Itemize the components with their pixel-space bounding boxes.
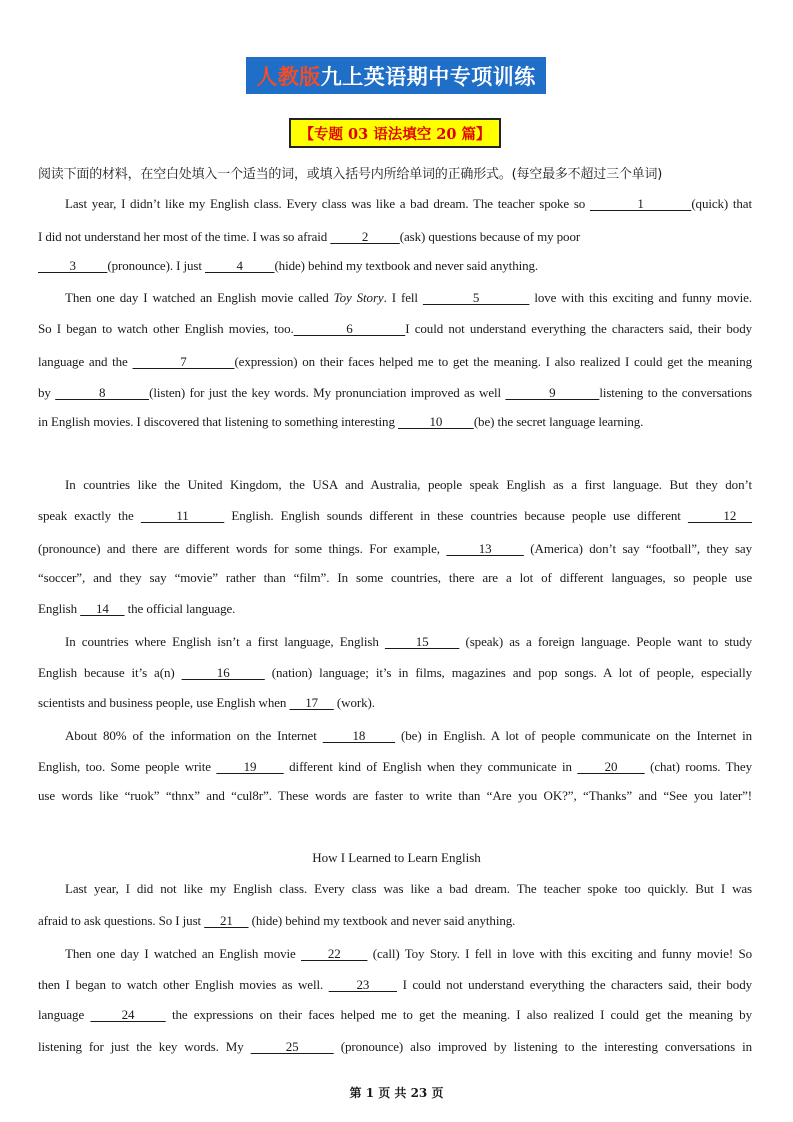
passage-text: by: [38, 385, 56, 400]
blank-field[interactable]: 25: [250, 1039, 334, 1054]
passage-text: (listen) for just the key words. My pronunciation improved as well: [149, 385, 506, 400]
passage-line: [38, 759, 752, 775]
passage-line: [38, 258, 752, 274]
passage-text: Last year, I didn’t like my English class. Every class was like a bad dream. The teacher spoke so: [65, 196, 590, 211]
passage-text: In countries where English isn’t a first language, English: [65, 634, 385, 649]
banner-title: 九上英语期中专项训练: [320, 64, 536, 89]
passage-text: (chat) rooms. They: [644, 759, 752, 774]
passage-text: (pronounce). I just: [107, 258, 206, 273]
passage-text: I could not understand everything the characters said, their body: [397, 977, 752, 992]
passage-text: (work).: [333, 695, 375, 710]
blank-field[interactable]: 19: [216, 759, 284, 774]
blank-field[interactable]: 3: [38, 258, 108, 273]
blank-field[interactable]: 9: [505, 385, 600, 400]
passage-text: English because it’s a(n): [38, 665, 182, 680]
passage-text: So I began to watch other English movies, too.: [38, 321, 294, 336]
passage-line: [65, 634, 752, 650]
blank-field[interactable]: 13: [446, 541, 524, 556]
passage-text: afraid to ask questions. So I just: [38, 913, 205, 928]
passage-text: “soccer”, and they say “movie” rather than “film”. In some countries, there are a lot of different languages, so people use: [38, 570, 752, 585]
passage-line: [65, 728, 752, 744]
instruction-text: 阅读下面的材料，在空白处填入一个适当的词，或填入括号内所给单词的正确形式。(每空最多不超过三个单词): [38, 167, 663, 182]
passage-line: [38, 508, 752, 524]
passage-line: [38, 695, 752, 711]
passage-text: (nation) language; it’s in films, magazines and pop songs. A lot of people, especially: [264, 665, 752, 680]
blank-field[interactable]: 7: [132, 354, 235, 369]
passage-line: [38, 665, 752, 681]
passage-line: [65, 290, 752, 306]
passage-text: (America) don’t say “football”, they say: [523, 541, 752, 556]
passage-text: In countries like the United Kingdom, the USA and Australia, people speak English as a first language. But they don’t: [65, 477, 752, 492]
passage-line: [38, 541, 752, 557]
passage-text: speak exactly the: [38, 508, 141, 523]
blank-field[interactable]: 17: [289, 695, 334, 710]
passage-text: language and the: [38, 354, 133, 369]
passage-line: [38, 229, 752, 245]
blank-field[interactable]: 15: [384, 634, 460, 649]
passage-text: Last year, I did not like my English class. Every class was like a bad dream. The teacher spoke too quickly. But I was: [65, 881, 752, 896]
passage-text: (hide) behind my textbook and never said anything.: [248, 913, 516, 928]
passage-text: (speak) as a foreign language. People want to study: [459, 634, 752, 649]
passage-line: [38, 570, 752, 586]
passage-text: the official language.: [124, 601, 236, 616]
blank-field[interactable]: 4: [205, 258, 275, 273]
passage-line: [38, 788, 752, 804]
blank-field[interactable]: 8: [55, 385, 150, 400]
passage-text: (be) in English. A lot of people communicate on the Internet in: [395, 728, 752, 743]
passage-text: love with this exciting and funny movie.: [529, 290, 752, 305]
passage-line: [38, 414, 752, 430]
passage-line: [38, 354, 752, 370]
page-footer: 第 1 页 共 23 页: [349, 1086, 444, 1100]
passage-text: (hide) behind my textbook and never said anything.: [274, 258, 539, 273]
blank-field[interactable]: 21: [204, 913, 249, 928]
passage-text: English. English sounds different in these countries because people use different: [224, 508, 688, 523]
passage-text: (expression) on their faces helped me to get the meaning. I also realized I could get the meaning: [234, 354, 752, 369]
blank-field[interactable]: 2: [330, 229, 400, 244]
blank-field[interactable]: 1: [589, 196, 692, 211]
blank-field[interactable]: 18: [322, 728, 396, 743]
passage-text: Then one day I watched an English movie called: [65, 290, 334, 305]
passage-line: [38, 321, 752, 337]
passage-heading: How I Learned to Learn English: [312, 850, 481, 865]
passage-text: I could not understand everything the characters said, their body: [405, 321, 752, 336]
passage-text: listening for just the key words. My: [38, 1039, 251, 1054]
passage-text: different kind of English when they communicate in: [283, 759, 578, 774]
passage-text: (pronounce) also improved by listening to the interesting conversations in: [333, 1039, 752, 1054]
passage-line: [65, 477, 752, 493]
passage-text: (quick) that: [691, 196, 752, 211]
passage-line: [38, 1007, 752, 1023]
blank-field[interactable]: 20: [577, 759, 645, 774]
passage-text: (pronounce) and there are different words for some things. For example,: [38, 541, 447, 556]
blank-field[interactable]: 10: [398, 414, 474, 429]
title-banner: [246, 57, 546, 94]
passage-text: scientists and business people, use English when: [38, 695, 290, 710]
passage-line: [65, 946, 752, 962]
passage-text: (be) the secret language learning.: [473, 414, 644, 429]
passage-text: the expressions on their faces helped me to get the meaning. I also realized I could get the meaning by: [165, 1007, 752, 1022]
blank-field[interactable]: 16: [181, 665, 265, 680]
passage-text: listening to the conversations: [599, 385, 752, 400]
blank-field[interactable]: 6: [293, 321, 406, 336]
banner-highlight: 人教版: [256, 64, 321, 89]
topic-label: 【专题 03 语法填空 20 篇】: [289, 118, 501, 148]
passage-text: English: [38, 601, 81, 616]
blank-field[interactable]: 23: [328, 977, 398, 992]
passage-text: Then one day I watched an English movie: [65, 946, 302, 961]
passage-text: . I fell: [383, 290, 423, 305]
passage-text: then I began to watch other English movies as well.: [38, 977, 329, 992]
passage-line: [65, 196, 752, 212]
passage-text: Toy Story: [333, 290, 384, 305]
passage-text: I did not understand her most of the time. I was so afraid: [38, 229, 331, 244]
blank-field[interactable]: 22: [301, 946, 368, 961]
blank-field[interactable]: 5: [422, 290, 530, 305]
blank-field[interactable]: 12: [687, 508, 752, 523]
passage-text: language: [38, 1007, 91, 1022]
passage-line: [38, 1039, 752, 1055]
blank-field[interactable]: 24: [90, 1007, 166, 1022]
passage-line: [38, 913, 752, 929]
blank-field[interactable]: 11: [140, 508, 225, 523]
passage-text: (call) Toy Story. I fell in love with this exciting and funny movie! So: [367, 946, 752, 961]
passage-line: [65, 881, 752, 897]
passage-text: English, too. Some people write: [38, 759, 217, 774]
blank-field[interactable]: 14: [80, 601, 125, 616]
passage-line: [38, 977, 752, 993]
passage-line: [38, 385, 752, 401]
passage-text: use words like “ruok” “thnx” and “cul8r”. These words are faster to write than “Are you OK?”, “Thanks” and “See you later”!: [38, 788, 752, 803]
passage-text: in English movies. I discovered that listening to something interesting: [38, 414, 398, 429]
passage-text: (ask) questions because of my poor: [399, 229, 581, 244]
passage-line: [38, 601, 752, 617]
passage-text: About 80% of the information on the Internet: [65, 728, 323, 743]
